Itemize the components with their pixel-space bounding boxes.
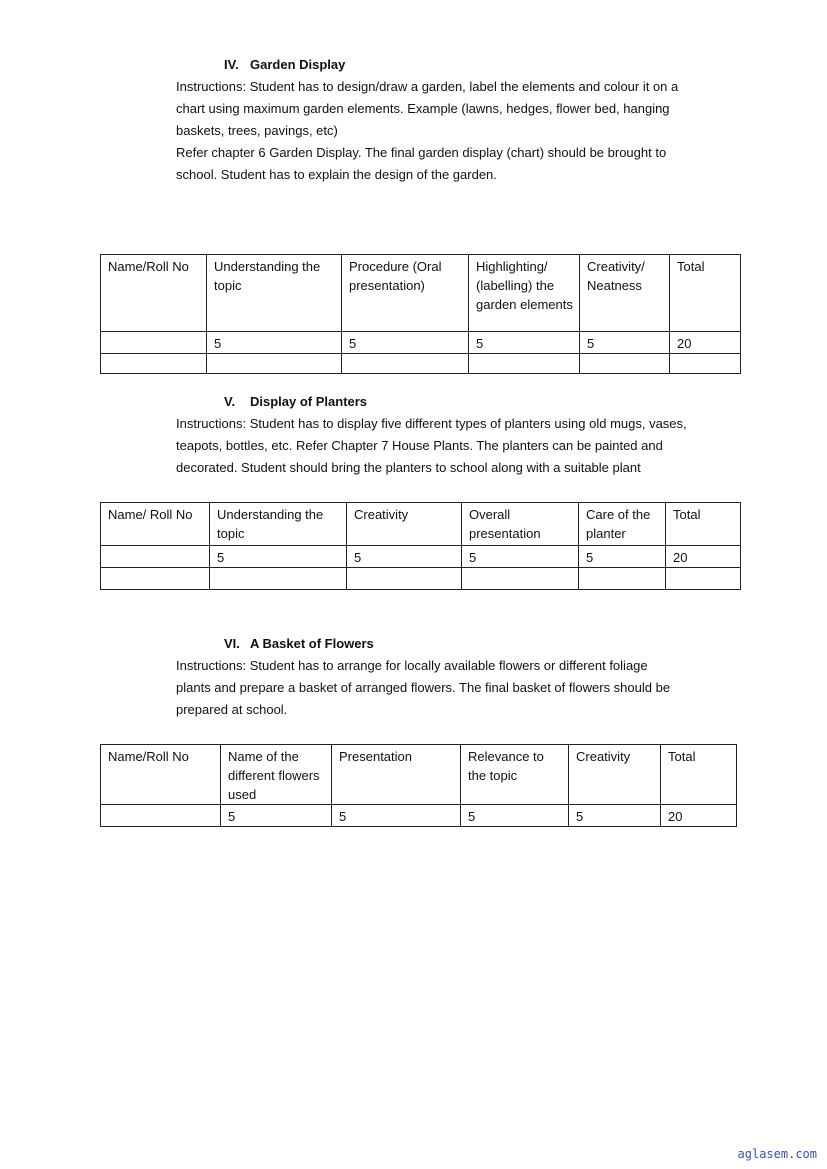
marks-cell: 20: [666, 546, 741, 568]
instruction-line: Instructions: Student has to arrange for locally available flowers or different foliage: [176, 658, 648, 673]
garden-display-rubric-table: [100, 254, 741, 374]
marks-cell: 5: [347, 546, 462, 568]
blank-cell: [469, 354, 580, 374]
header-cell: Understanding the topic: [210, 503, 347, 546]
blank-cell: [101, 568, 210, 590]
marks-cell: [101, 805, 221, 827]
instruction-line: Refer chapter 6 Garden Display. The final garden display (chart) should be brought to: [176, 145, 667, 160]
marks-cell: 5: [332, 805, 461, 827]
instruction-line: Instructions: Student has to design/draw a garden, label the elements and colour it on a: [176, 79, 679, 94]
section-6-instructions: [176, 655, 736, 721]
planters-rubric-table: [100, 502, 741, 590]
instruction-line: school. Student has to explain the design of the garden.: [176, 167, 497, 182]
section-title-text: A Basket of Flowers: [250, 636, 374, 651]
header-cell: Highlighting/ (labelling) the garden elements: [469, 255, 580, 332]
header-cell: Creativity/ Neatness: [580, 255, 670, 332]
instruction-line: prepared at school.: [176, 702, 288, 717]
marks-row: [101, 805, 737, 827]
header-cell: Total: [661, 745, 737, 805]
header-cell: Total: [666, 503, 741, 546]
marks-row: [101, 546, 741, 568]
instruction-line: baskets, trees, pavings, etc): [176, 123, 338, 138]
header-cell: Name of the different flowers used: [221, 745, 332, 805]
marks-cell: 5: [580, 332, 670, 354]
marks-cell: [101, 332, 207, 354]
table-header-row: [101, 503, 741, 546]
header-cell: Understanding the topic: [207, 255, 342, 332]
header-cell: Name/Roll No: [101, 255, 207, 332]
marks-cell: 5: [221, 805, 332, 827]
site-watermark: aglasem.com: [737, 1147, 817, 1161]
blank-cell: [670, 354, 741, 374]
instruction-line: teapots, bottles, etc. Refer Chapter 7 House Plants. The planters can be painted and: [176, 438, 663, 453]
section-number: IV.: [224, 57, 239, 72]
header-cell: Care of the planter: [579, 503, 666, 546]
marks-cell: 20: [670, 332, 741, 354]
section-6-title: [224, 636, 374, 651]
marks-cell: 5: [569, 805, 661, 827]
section-title-text: Garden Display: [250, 57, 346, 72]
header-cell: Procedure (Oral presentation): [342, 255, 469, 332]
marks-cell: 20: [661, 805, 737, 827]
marks-cell: 5: [461, 805, 569, 827]
header-cell: Total: [670, 255, 741, 332]
marks-cell: 5: [469, 332, 580, 354]
marks-cell: 5: [579, 546, 666, 568]
blank-cell: [210, 568, 347, 590]
header-cell: Creativity: [347, 503, 462, 546]
blank-cell: [580, 354, 670, 374]
section-5-instructions: [176, 413, 736, 479]
header-cell: Name/ Roll No: [101, 503, 210, 546]
instruction-line: decorated. Student should bring the planters to school along with a suitable plant: [176, 460, 641, 475]
marks-cell: 5: [342, 332, 469, 354]
marks-cell: 5: [210, 546, 347, 568]
header-cell: Overall presentation: [462, 503, 579, 546]
blank-cell: [347, 568, 462, 590]
blank-cell: [462, 568, 579, 590]
table-header-row: [101, 255, 741, 332]
basket-rubric-table: [100, 744, 737, 827]
blank-cell: [101, 354, 207, 374]
section-4-instructions: [176, 76, 736, 186]
section-5-title: [224, 394, 367, 409]
section-number: VI.: [224, 636, 240, 651]
header-cell: Relevance to the topic: [461, 745, 569, 805]
header-cell: Name/Roll No: [101, 745, 221, 805]
header-cell: Creativity: [569, 745, 661, 805]
section-4-title: [224, 57, 345, 72]
header-cell: Presentation: [332, 745, 461, 805]
instruction-line: chart using maximum garden elements. Example (lawns, hedges, flower bed, hanging: [176, 101, 670, 116]
blank-row: [101, 568, 741, 590]
instruction-line: Instructions: Student has to display five different types of planters using old mugs, vases,: [176, 416, 687, 431]
section-title-text: Display of Planters: [250, 394, 368, 409]
section-number: V.: [224, 394, 236, 409]
blank-cell: [342, 354, 469, 374]
table-header-row: [101, 745, 737, 805]
marks-cell: 5: [207, 332, 342, 354]
blank-cell: [579, 568, 666, 590]
blank-cell: [666, 568, 741, 590]
marks-cell: [101, 546, 210, 568]
blank-cell: [207, 354, 342, 374]
marks-row: [101, 332, 741, 354]
marks-cell: 5: [462, 546, 579, 568]
instruction-line: plants and prepare a basket of arranged flowers. The final basket of flowers should be: [176, 680, 671, 695]
blank-row: [101, 354, 741, 374]
